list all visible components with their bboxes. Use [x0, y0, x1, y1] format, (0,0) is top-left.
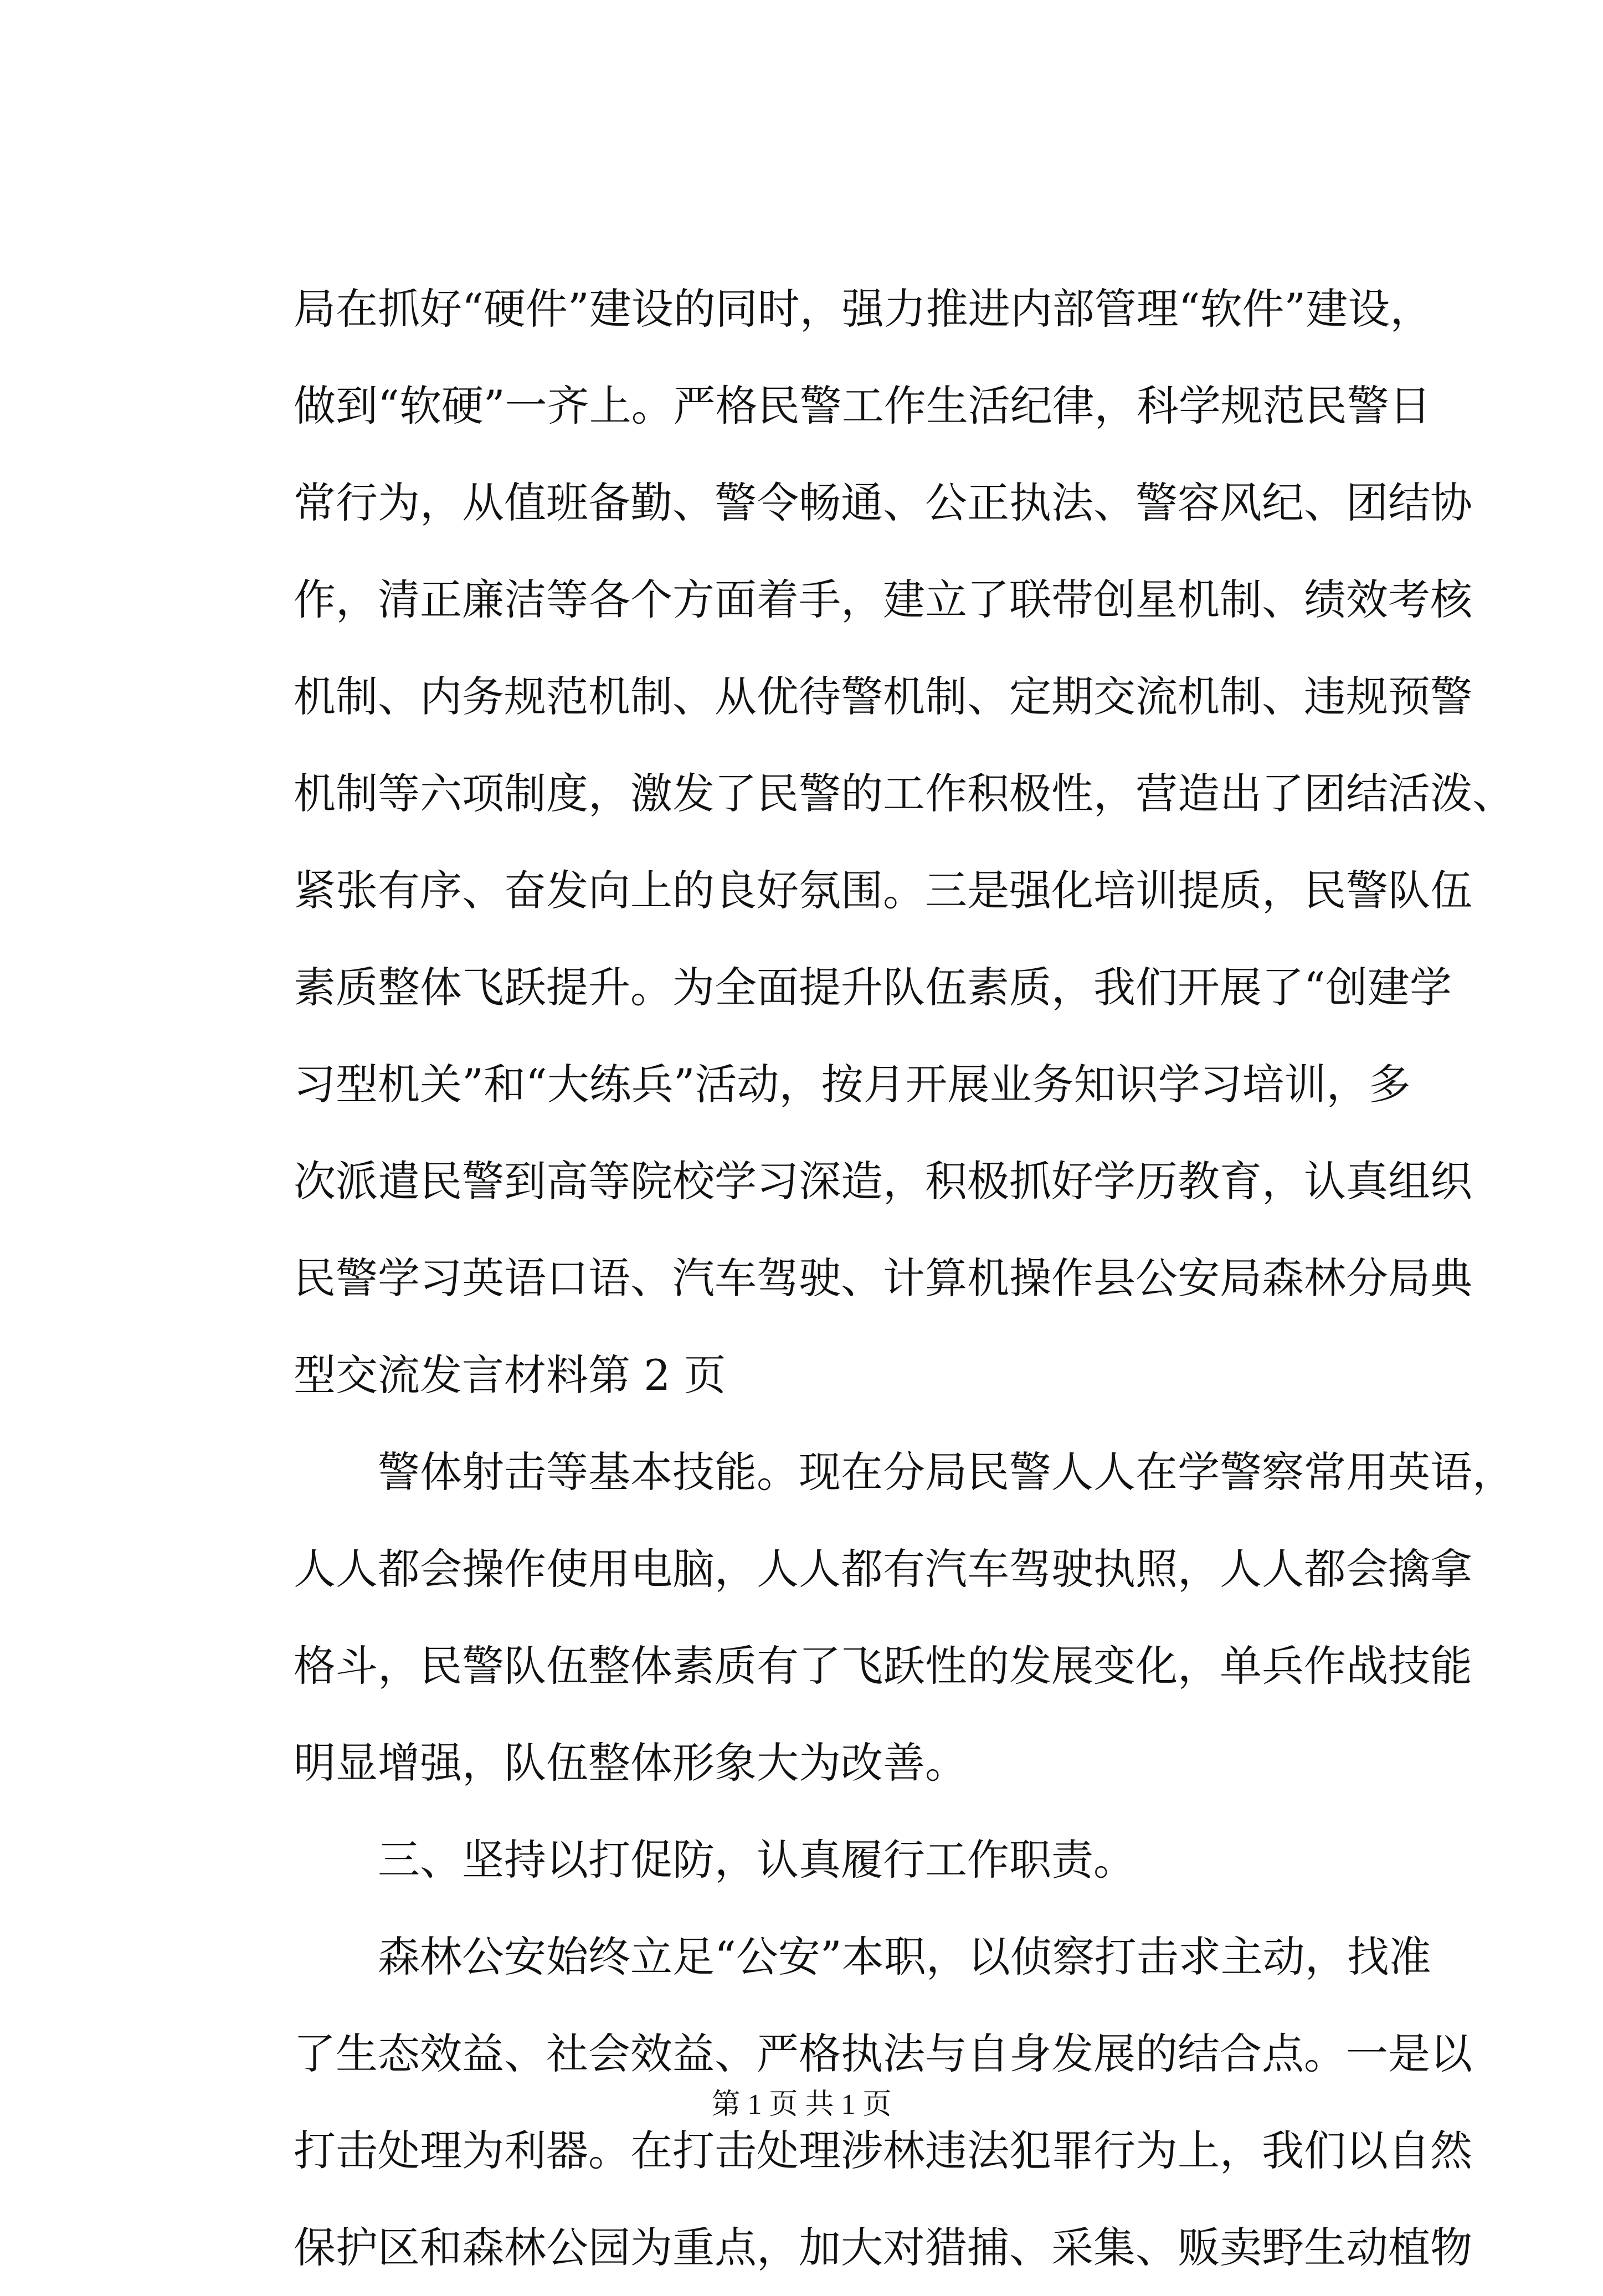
text-line: 作，清正廉洁等各个方面着手，建立了联带创星机制、绩效考核 [294, 575, 1472, 624]
text-line: 人人都会操作使用电脑，人人都有汽车驾驶执照，人人都会擒拿 [294, 1544, 1472, 1594]
document-body [294, 260, 1514, 2296]
text-line: 局在抓好“硬件”建设的同时，强力推进内部管理“软件”建设， [294, 284, 1432, 333]
section-heading: 三、坚持以打促防，认真履行工作职责。 [378, 1835, 1136, 1884]
text-line: 紧张有序、奋发向上的良好氛围。三是强化培训提质，民警队伍 [294, 866, 1472, 915]
text-line: 素质整体飞跃提升。为全面提升队伍素质，我们开展了“创建学 [294, 963, 1452, 1012]
paragraph-first-line: 警体射击等基本技能。现在分局民警人人在学警察常用英语， [378, 1447, 1514, 1497]
text-line: 了生态效益、社会效益、严格执法与自身发展的结合点。一是以 [294, 2029, 1472, 2078]
text-line: 常行为，从值班备勤、警令畅通、公正执法、警容风纪、团结协 [294, 478, 1472, 527]
text-line: 保护区和森林公园为重点，加大对猎捕、采集、贩卖野生动植物 [294, 2223, 1472, 2272]
text-line: 明显增强，队伍整体形象大为改善。 [294, 1738, 967, 1788]
text-line: 机制等六项制度，激发了民警的工作积极性，营造出了团结活泼、 [294, 769, 1514, 818]
text-line: 型交流发言材料第 2 页 [294, 1350, 726, 1400]
text-line: 打击处理为利器。在打击处理涉林违法犯罪行为上，我们以自然 [294, 2126, 1472, 2175]
text-line: 做到“软硬”一齐上。严格民警工作生活纪律，科学规范民警日 [294, 381, 1431, 430]
paragraph-first-line: 森林公安始终立足“公安”本职，以侦察打击求主动，找准 [378, 1932, 1431, 1981]
page-footer: 第 1 页 共 1 页 [711, 2089, 892, 2120]
text-line: 习型机关”和“大练兵”活动，按月开展业务知识学习培训，多 [294, 1060, 1411, 1109]
text-line: 民警学习英语口语、汽车驾驶、计算机操作县公安局森林分局典 [294, 1254, 1472, 1303]
text-line: 机制、内务规范机制、从优待警机制、定期交流机制、违规预警 [294, 672, 1472, 721]
text-line: 格斗，民警队伍整体素质有了飞跃性的发展变化，单兵作战技能 [294, 1641, 1472, 1691]
text-line: 次派遣民警到高等院校学习深造，积极抓好学历教育，认真组织 [294, 1157, 1472, 1206]
